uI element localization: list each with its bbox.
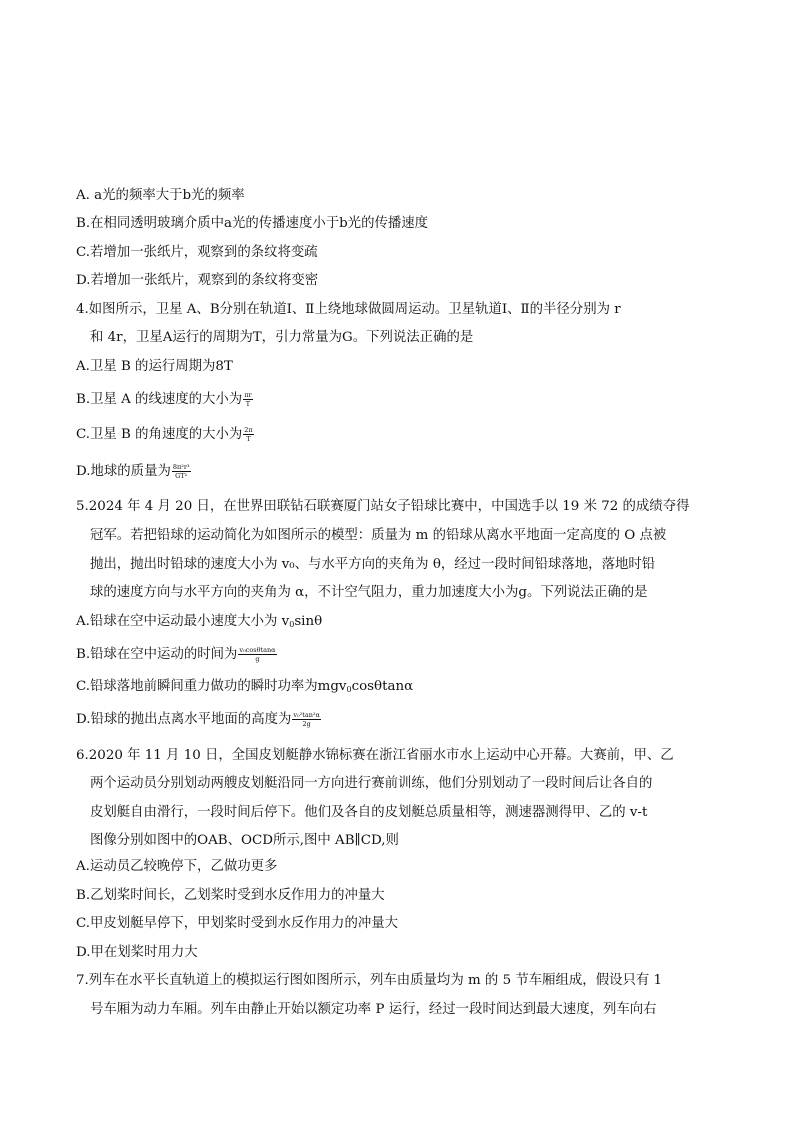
q5-option-a-tail: sinθ (294, 614, 323, 629)
fraction-denominator: g (255, 655, 260, 663)
q7-stem-line1: 7.列车在水平长直轨道上的模拟运行图如图所示，列车由质量均为 m 的 5 节车厢组成，假设只有 1 (76, 973, 663, 988)
q5-stem-line1: 5.2024 年 4 月 20 日，在世界田联钻石联赛厦门站女子铅球比赛中，中国选手以 19 米 72 的成绩夺得 (76, 499, 690, 514)
fraction-numerator: 8π²r³ (172, 463, 190, 471)
q6-stem-line1: 6.2020 年 11 月 10 日，全国皮划艇静水锦标赛在浙江省丽水市水上运动中心开幕。大赛前，甲、乙 (76, 748, 674, 763)
q5-option-a-text: A.铅球在空中运动最小速度大小为 v (76, 614, 290, 629)
q5-option-d-fraction (292, 711, 321, 728)
q4-option-d-text: D.地球的质量为 (76, 464, 171, 479)
q3-option-a: A. a光的频率大于b光的频率 (76, 188, 245, 203)
q5-option-b-text: B.铅球在空中运动的时间为 (76, 647, 238, 662)
q6-option-c: C.甲皮划艇早停下，甲划桨时受到水反作用力的冲量大 (76, 916, 399, 931)
q4-option-b-fraction (243, 391, 252, 408)
q6-stem-line3: 皮划艇自由滑行，一段时间后停下。他们及各自的皮划艇总质量相等，测速器测得甲、乙的 v-t (90, 805, 648, 820)
fraction-denominator: T (245, 400, 251, 408)
q7-stem-line2: 号车厢为动力车厢。列车由静止开始以额定功率 P 运行，经过一段时间达到最大速度，列车向右 (90, 1002, 657, 1017)
q3-option-b: B.在相同透明玻璃介质中a光的传播速度小于b光的传播速度 (76, 216, 429, 231)
q6-option-d: D.甲在划桨时用力大 (76, 945, 198, 960)
q5-option-b (76, 645, 277, 665)
q4-option-a: A.卫星 B 的运行周期为8T (76, 359, 233, 374)
q4-stem-line1: 4.如图所示，卫星 A、B分别在轨道Ⅰ、Ⅱ上绕地球做圆周运动。卫星轨道Ⅰ、Ⅱ的半径分别为 r (76, 302, 621, 317)
q5-stem-line3: 抛出，抛出时铅球的速度大小为 v₀、与水平方向的夹角为 θ，经过一段时间铅球落地，落地时铅 (90, 557, 656, 572)
subscript: 0 (289, 620, 295, 629)
q3-option-d: D.若增加一张纸片，观察到的条纹将变密 (76, 273, 319, 288)
q5-option-b-fraction (238, 646, 276, 663)
q5-option-d (76, 710, 321, 730)
q5-option-a (76, 612, 322, 632)
q5-option-c-text: C.铅球落地前瞬间重力做功的瞬时功率为mgv (76, 679, 347, 694)
subscript: 0 (346, 685, 352, 694)
fraction-numerator: v₀cosθtanα (239, 646, 276, 654)
q4-option-c-fraction (243, 426, 253, 443)
q4-stem-line2: 和 4r，卫星A运行的周期为T，引力常量为G。下列说法正确的是 (90, 330, 474, 345)
q4-option-d (76, 462, 191, 482)
q4-option-b-text: B.卫星 A 的线速度的大小为 (76, 392, 243, 407)
q4-option-d-fraction (172, 463, 191, 480)
fraction-numerator: v₀²tan²α (293, 711, 320, 719)
q5-option-c-tail: cosθtanα (351, 679, 414, 694)
q5-stem-line2: 冠军。若把铅球的运动简化为如图所示的模型：质量为 m 的铅球从离水平地面一定高度的 O 点被 (90, 528, 667, 543)
q4-option-c-text: C.卫星 B 的角速度的大小为 (76, 427, 243, 442)
q5-option-d-text: D.铅球的抛出点离水平地面的高度为 (76, 712, 292, 727)
fraction-denominator: T (246, 435, 251, 443)
q6-option-a: A.运动员乙较晚停下，乙做功更多 (76, 859, 278, 874)
q6-stem-line2: 两个运动员分别划动两艘皮划艇沿同一方向进行赛前训练，他们分别划动了一段时间后让各自的 (90, 776, 653, 791)
q4-option-c (76, 425, 254, 445)
q3-option-c: C.若增加一张纸片，观察到的条纹将变疏 (76, 245, 318, 260)
fraction-denominator: GT² (175, 472, 188, 480)
q4-option-b (76, 390, 253, 410)
q5-stem-line4: 球的速度方向与水平方向的夹角为 α，不计空气阻力，重力加速度大小为g。下列说法正确的是 (90, 585, 648, 600)
q6-option-b: B.乙划桨时间长，乙划桨时受到水反作用力的冲量大 (76, 888, 385, 903)
fraction-numerator: 2π (244, 426, 253, 434)
fraction-numerator: πr (244, 391, 252, 399)
fraction-denominator: 2g (302, 720, 311, 728)
q6-stem-line4: 图像分别如图中的OAB、OCD所示,图中 AB∥CD,则 (90, 833, 399, 848)
q5-option-c (76, 677, 413, 697)
